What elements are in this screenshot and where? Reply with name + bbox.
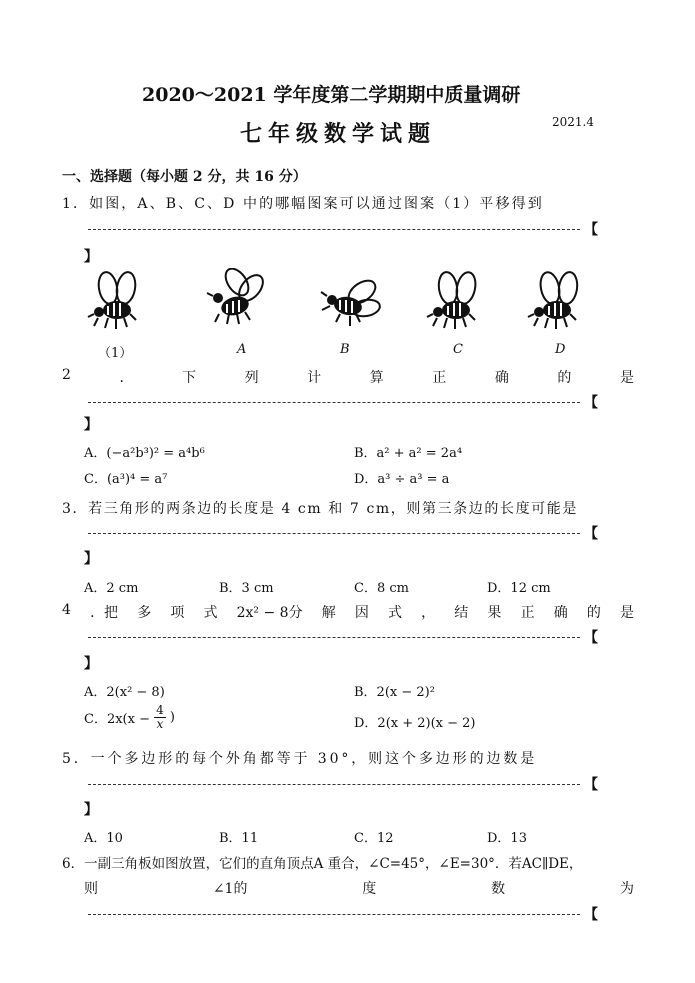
bee-figure-b bbox=[318, 276, 384, 334]
answer-line-4 bbox=[88, 637, 580, 638]
q4-option-b: B．2(x − 2)² bbox=[354, 685, 435, 700]
q5-option-a: A．10 bbox=[84, 831, 123, 846]
q2-option-a: A．(−a²b³)² = a⁴b⁶ bbox=[84, 446, 205, 461]
exam-subtitle: 七年级数学试题 bbox=[240, 121, 437, 147]
section-heading: 一、选择题（每小题 2 分，共 16 分） bbox=[62, 169, 307, 185]
bee-figure-original bbox=[84, 270, 150, 336]
q5-option-b: B．11 bbox=[219, 831, 259, 846]
answer-line-3 bbox=[88, 533, 580, 534]
q4-option-c: C．2x(x − $\frac{4}{x}$ ) bbox=[84, 703, 175, 731]
q2-option-c: C．(a³)⁴ = a⁷ bbox=[84, 472, 168, 487]
figure-label-b: B bbox=[340, 342, 350, 357]
question-5-text: 5．一个多边形的每个外角都等于 30°，则这个多边形的边数是 bbox=[62, 751, 538, 767]
bracket-close-2: 】 bbox=[84, 417, 98, 433]
q4-option-a: A．2(x² − 8) bbox=[84, 685, 165, 700]
answer-line-1 bbox=[88, 229, 580, 230]
question-4-text: 4 ．把 多 项 式 2x² − 8分 解 因 式 ， 结 果 正 确 的 是 bbox=[62, 602, 634, 621]
answer-line-6 bbox=[88, 914, 580, 915]
question-2-text: 2 ． 下 列 计 算 正 确 的 是 bbox=[62, 367, 634, 386]
bracket-close-4: 】 bbox=[84, 656, 98, 672]
question-6-text-line2: 则 ∠1的 度 数 为 bbox=[84, 881, 634, 897]
bracket-open-4: 【 bbox=[584, 630, 598, 646]
bee-figure-d bbox=[524, 270, 590, 336]
figure-label-original: （1） bbox=[98, 346, 133, 361]
q4-option-d: D．2(x + 2)(x − 2) bbox=[354, 716, 476, 731]
question-1-text: 1．如图，A、B、C、D 中的哪幅图案可以通过图案（1）平移得到 bbox=[62, 196, 544, 212]
bracket-open-6: 【 bbox=[584, 907, 598, 923]
q2-option-b: B．a² + a² = 2a⁴ bbox=[354, 446, 463, 461]
bracket-open-1: 【 bbox=[584, 222, 598, 238]
q3-option-a: A．2 cm bbox=[84, 581, 139, 596]
question-3-text: 3．若三角形的两条边的长度是 4 cm 和 7 cm，则第三条边的长度可能是 bbox=[62, 501, 579, 517]
bee-figure-a bbox=[205, 268, 271, 330]
q5-option-d: D．13 bbox=[487, 831, 527, 846]
q3-option-d: D．12 cm bbox=[487, 581, 551, 596]
answer-line-2 bbox=[88, 402, 580, 403]
bracket-open-5: 【 bbox=[584, 777, 598, 793]
answer-line-5 bbox=[88, 784, 580, 785]
figure-label-d: D bbox=[555, 342, 566, 357]
exam-date: 2021.4 bbox=[552, 115, 594, 129]
figure-label-c: C bbox=[453, 342, 463, 357]
question-6-text: 6．一副三角板如图放置，它们的直角顶点A 重合，∠C=45°，∠E=30°．若AC∥DE， bbox=[62, 856, 583, 872]
fraction-4-over-x: $\frac{4}{x}$ bbox=[156, 703, 164, 731]
bracket-close-1: 】 bbox=[84, 249, 98, 265]
bracket-close-3: 】 bbox=[84, 551, 98, 567]
exam-title: 2020～2021 学年度第二学期期中质量调研 bbox=[142, 84, 521, 106]
q5-option-c: C．12 bbox=[354, 831, 394, 846]
q3-option-c: C．8 cm bbox=[354, 581, 409, 596]
bee-figure-c bbox=[422, 270, 488, 336]
q3-option-b: B．3 cm bbox=[219, 581, 274, 596]
q2-option-d: D．a³ ÷ a³ = a bbox=[354, 472, 450, 487]
figure-label-a: A bbox=[237, 342, 247, 357]
bracket-open-3: 【 bbox=[584, 526, 598, 542]
bracket-open-2: 【 bbox=[584, 395, 598, 411]
bracket-close-5: 】 bbox=[84, 802, 98, 818]
